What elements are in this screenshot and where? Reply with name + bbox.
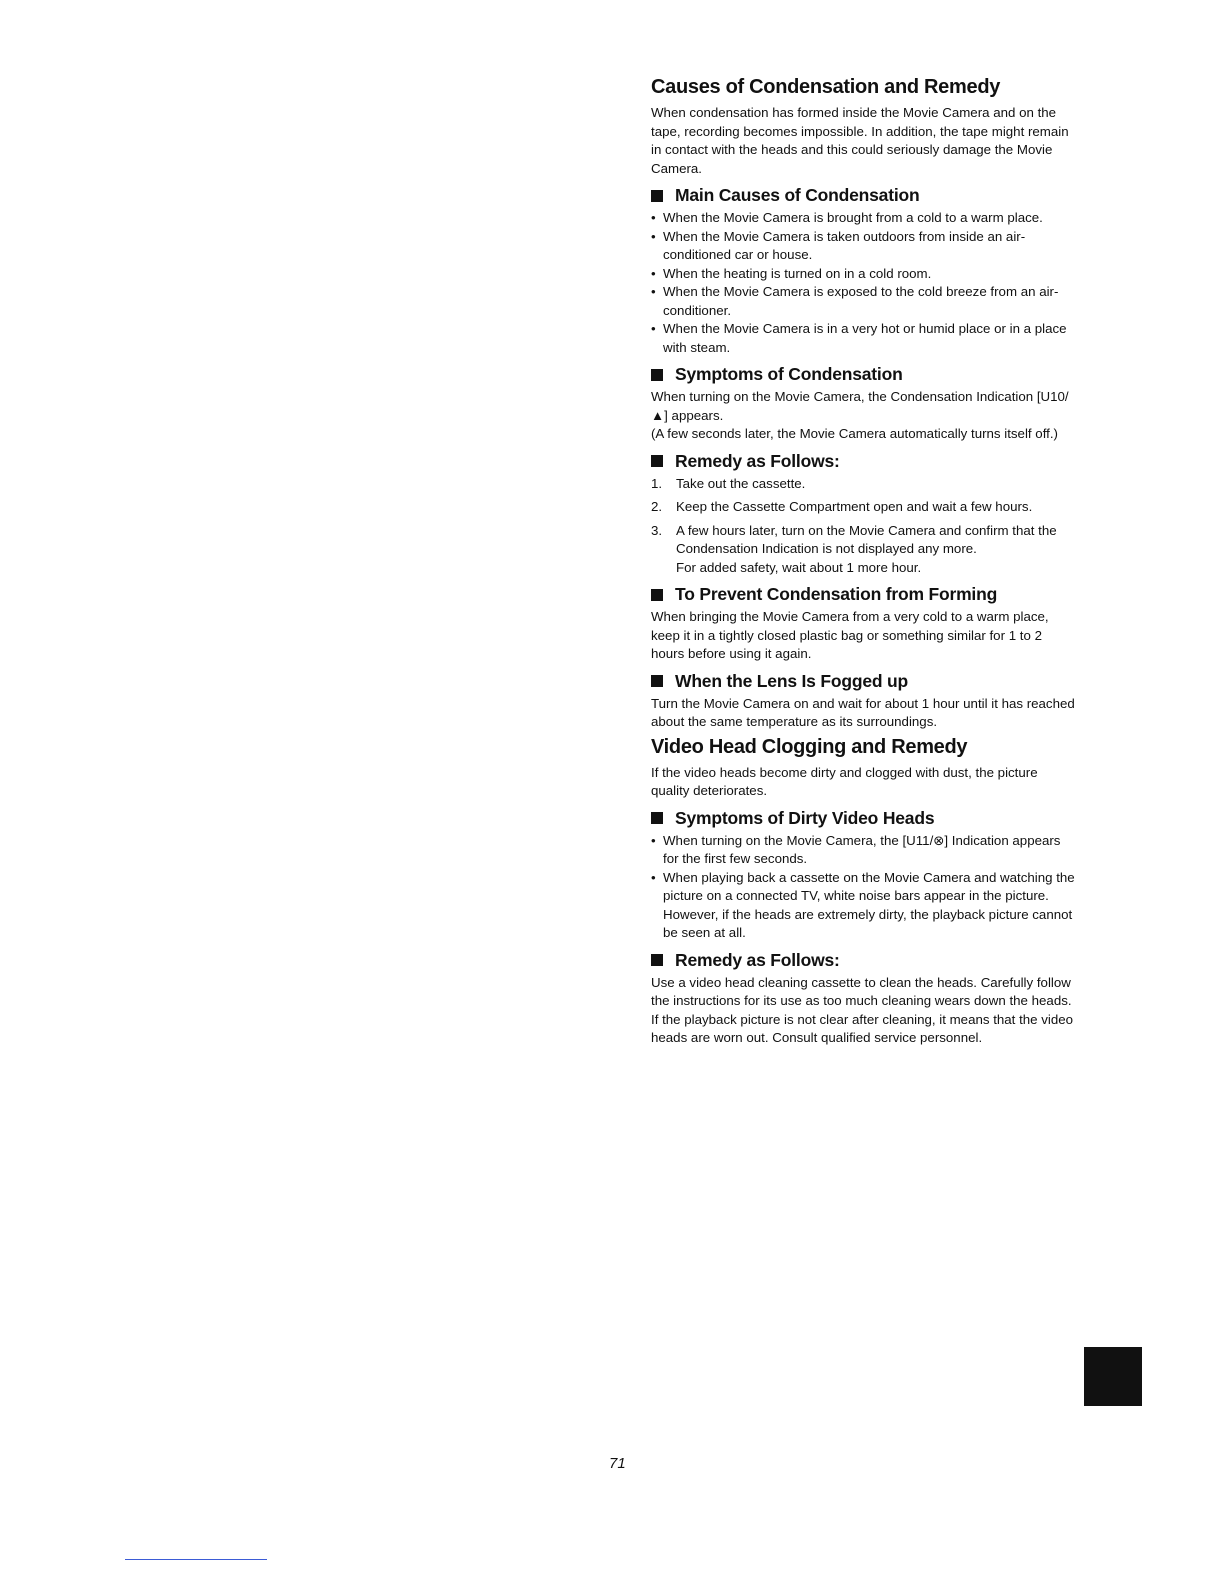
prevent-text: When bringing the Movie Camera from a very cold to a warm place, keep it in a tightly closed plastic bag or something similar for 1 to 2 hours before using it again. xyxy=(651,609,1049,661)
dirty-heads-list xyxy=(651,832,1076,943)
step-item: 1. Take out the cassette. xyxy=(651,475,806,491)
section-title-condensation: Causes of Condensation and Remedy xyxy=(651,76,1001,98)
heading-remedy-2: Remedy as Follows: xyxy=(651,950,1076,971)
heading-symptoms-condensation: Symptoms of Condensation xyxy=(651,364,1076,385)
square-bullet-icon xyxy=(651,455,663,467)
fogged-text: Turn the Movie Camera on and wait for about 1 hour until it has reached about the same temperature as its surroundings. xyxy=(651,695,1075,729)
list-item: • When turning on the Movie Camera, the [U11/⊗] Indication appears for the first few seconds. xyxy=(651,832,1076,869)
heading-remedy-1: Remedy as Follows: xyxy=(651,451,1076,472)
heading-lens-fogged: When the Lens Is Fogged up xyxy=(651,671,1076,692)
square-bullet-icon xyxy=(651,369,663,381)
symptoms-line-1: When turning on the Movie Camera, the Condensation Indication [U10/▲] appears. xyxy=(651,389,1069,423)
heading-main-causes: Main Causes of Condensation xyxy=(651,185,1076,206)
main-causes-list xyxy=(651,209,1076,357)
list-item: • When the heating is turned on in a cold room. xyxy=(651,265,1076,284)
square-bullet-icon xyxy=(651,812,663,824)
list-item: • When the Movie Camera is exposed to the cold breeze from an air-conditioner. xyxy=(651,283,1076,320)
list-item: • When playing back a cassette on the Movie Camera and watching the picture on a connected TV, white noise bars appear in the picture. However, if the heads are extremely dirty, the playback picture cannot be seen at all. xyxy=(651,869,1076,943)
symptoms-line-2: (A few seconds later, the Movie Camera automatically turns itself off.) xyxy=(651,426,1058,441)
heading-prevent: To Prevent Condensation from Forming xyxy=(651,584,1076,605)
step-item: 2. Keep the Cassette Compartment open and wait a few hours. xyxy=(651,499,1033,514)
square-bullet-icon xyxy=(651,954,663,966)
heading-symptoms-dirty-heads: Symptoms of Dirty Video Heads xyxy=(651,808,1076,829)
remedy-2-text: Use a video head cleaning cassette to clean the heads. Carefully follow the instructions for its use as too much cleaning wears down the heads. If the playback picture is not clear after cleaning, it means that the video heads are worn out. Consult qualified service personnel. xyxy=(651,974,1074,1045)
step-item: 3. A few hours later, turn on the Movie Camera and confirm that the Condensation Indication is not displayed any more. For added safety, wait about 1 more hour. xyxy=(651,522,1057,575)
clogging-intro: If the video heads become dirty and clogged with dust, the picture quality deteriorates. xyxy=(651,764,1038,798)
page-number: 71 xyxy=(609,1455,626,1472)
bottom-rule xyxy=(125,1559,267,1560)
section-tab-marker xyxy=(1084,1347,1142,1406)
condensation-intro: When condensation has formed inside the Movie Camera and on the tape, recording becomes impossible. In addition, the tape might remain in contact with the heads and this could seriously damage the Movie Camera. xyxy=(651,105,1069,176)
section-title-head-clogging: Video Head Clogging and Remedy xyxy=(651,735,968,758)
square-bullet-icon xyxy=(651,190,663,202)
list-item: • When the Movie Camera is taken outdoors from inside an air-conditioned car or house. xyxy=(651,228,1076,265)
list-item: • When the Movie Camera is in a very hot or humid place or in a place with steam. xyxy=(651,320,1076,357)
main-column xyxy=(651,76,1076,1048)
list-item: • When the Movie Camera is brought from a cold to a warm place. xyxy=(651,209,1076,228)
square-bullet-icon xyxy=(651,675,663,687)
remedy-steps xyxy=(651,475,1076,578)
square-bullet-icon xyxy=(651,589,663,601)
